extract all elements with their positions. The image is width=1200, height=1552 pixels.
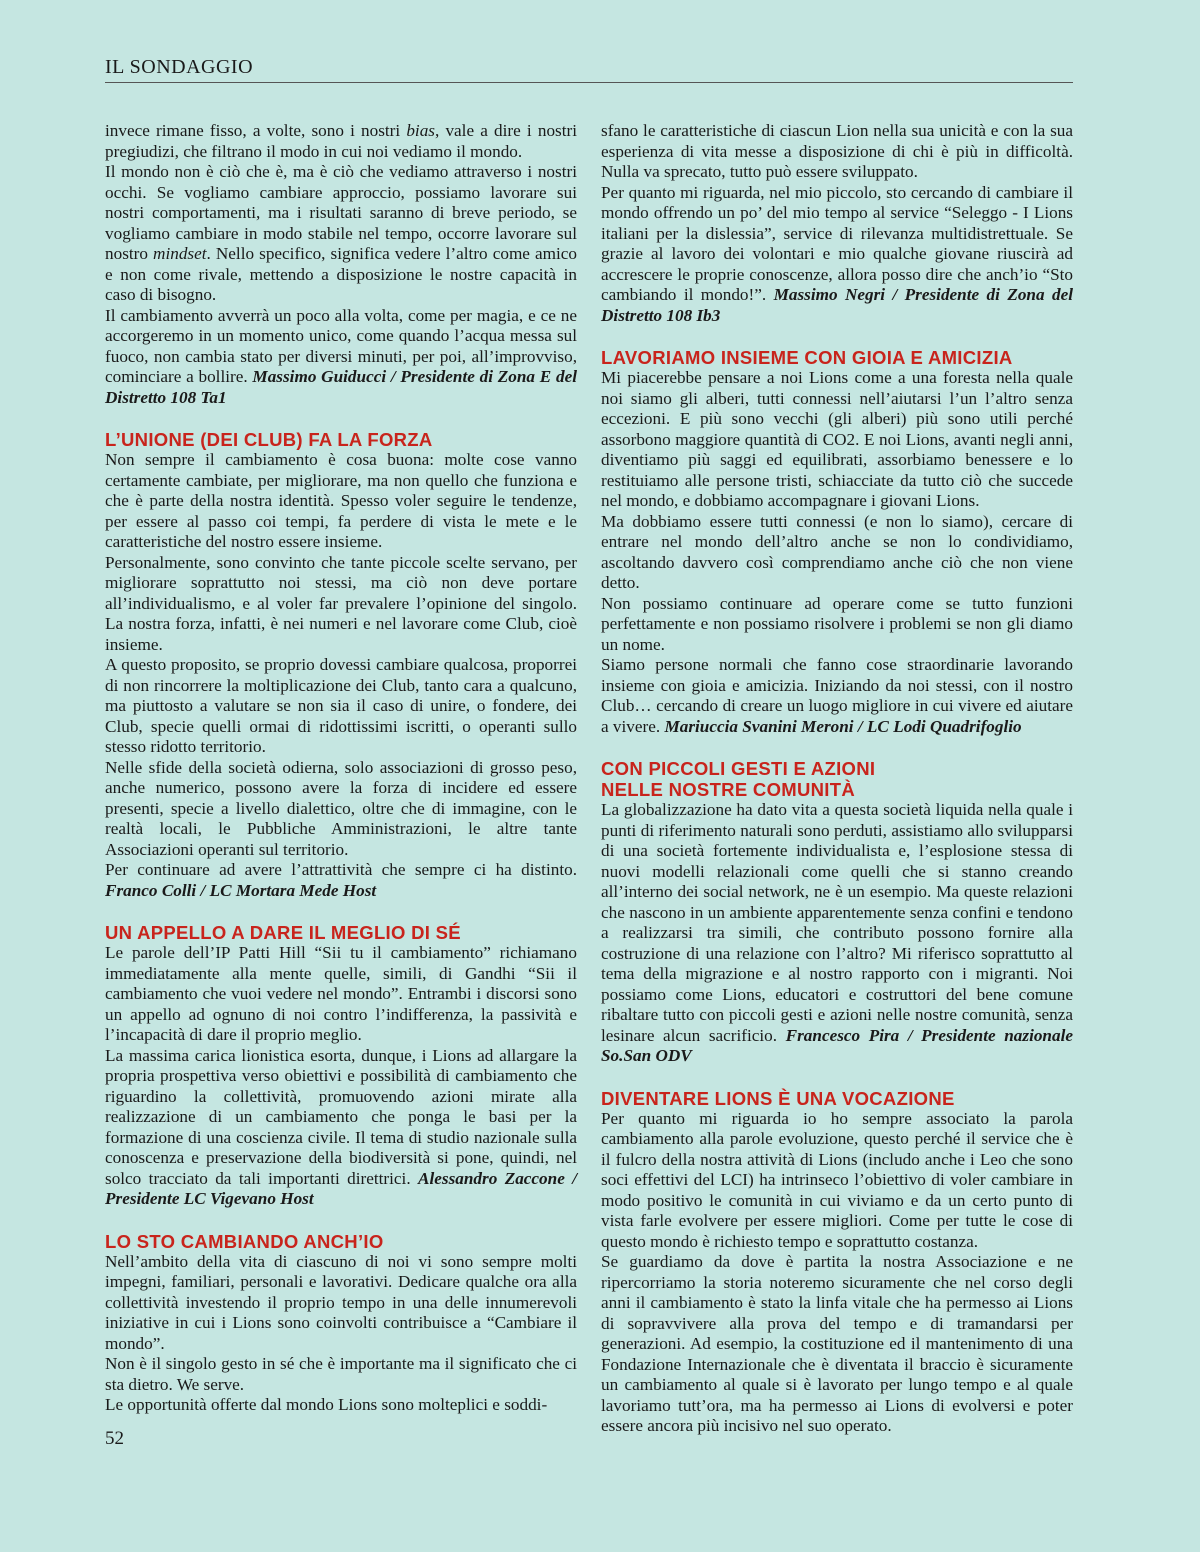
paragraph: Se guardiamo da dove è partita la nostra Associazione e ne ripercorriamo la storia noteremo sicuramente che nel corso degli anni il cambiamento è stato la linfa vitale che ha permesso ai Lions di sopravvivere alla prova del tempo e di tramandarsi per generazioni. Ad esempio, la costituzione ed il mantenimento di una Fondazione Internazionale che è diventata il braccio è sicuramente un cambiamento al quale si è lavorato per lungo tempo e al quale lavoriamo tutt’ora, ma ha permesso ai Lions di evolversi e poter essere ancora più incisivo nel suo operato. [601, 1252, 1073, 1435]
author-signature: Francesco Pira / Presidente nazionale So.San ODV [601, 1025, 1073, 1065]
header-rule [105, 82, 1073, 83]
paragraph: Per quanto mi riguarda, nel mio piccolo, sto cercando di cambiare il mondo offrendo un po’ del mio tempo al service “Seleggo - I Lions italiani per la dislessia”, service di rilevanza multidistrettuale. Se grazie al lavoro dei volontari e mio qualche giovane riuscirà ad accrescere le proprie conoscenze, allora posso dire che anch’io “Sto cambiando il mondo!”. Massimo Negri / Presidente di Zona del Distretto 108 Ib3 [601, 182, 1073, 325]
paragraph: La massima carica lionistica esorta, dunque, i Lions ad allargare la propria prospettiva verso obiettivi e possibilità di cambiamento che riguardino la collettività, promuovendo azioni mirate alla realizzazione di un cambiamento che ponga le basi per la formazione di una coscienza civile. Il tema di studio nazionale sulla conoscenza e preservazione della biodiversità si pone, quindi, nel solco tracciato da tali importanti direttrici. Alessandro Zaccone / Presidente LC Vigevano Host [105, 1045, 577, 1208]
paragraph: Personalmente, sono convinto che tante piccole scelte servano, per migliorare soprattutto noi stessi, ma ciò non deve portare all’individualismo, e al voler far prevalere l’opinione del singolo. La nostra forza, infatti, è nei numeri e nel lavorare come Club, cioè insieme. [105, 552, 577, 654]
paragraph: invece rimane fisso, a volte, sono i nostri bias, vale a dire i nostri pregiudizi, che filtrano il modo in cui noi vediamo il mondo. [105, 121, 577, 161]
page-number: 52 [105, 1428, 124, 1449]
paragraph: Non è il singolo gesto in sé che è importante ma il significato che ci sta dietro. We serve. [105, 1354, 577, 1394]
author-signature: Massimo Guiducci / Presidente di Zona E del Distretto 108 Ta1 [105, 367, 577, 407]
paragraph: sfano le caratteristiche di ciascun Lion nella sua unicità e con la sua esperienza di vita messe a disposizione di chi è più in difficoltà. Nulla va sprecato, tutto può essere sviluppato. [601, 121, 1073, 181]
paragraph: Il mondo non è ciò che è, ma è ciò che vediamo attraverso i nostri occhi. Se vogliamo cambiare approccio, possiamo lavorare sui nostri comportamenti, ma i risultati saranno di breve periodo, se vogliamo cambiare in modo stabile nel tempo, occorre lavorare sul nostro mindset. Nello specifico, significa vedere l’altro come amico e non come rivale, mettendo a disposizione le nostre capacità in caso di bisogno. [105, 162, 577, 304]
paragraph: Non sempre il cambiamento è cosa buona: molte cose vanno certamente cambiate, per migliorare, ma non quello che funziona e che è parte della nostra identità. Spesso voler seguire le tendenze, per essere al passo coi tempi, fa perdere di vista le mete e le caratteristiche del nostro essere insieme. [105, 450, 577, 551]
paragraph: Per continuare ad avere l’attrattività che sempre ci ha distinto. Franco Colli / LC Mortara Mede Host [105, 860, 577, 900]
paragraph: Il cambiamento avverrà un poco alla volta, come per magia, e ce ne accorgeremo in un momento unico, come quando l’acqua messa sul fuoco, non cambia stato per diversi minuti, per poi, all’improvviso, cominciare a bollire. Massimo Guiducci / Presidente di Zona E del Distretto 108 Ta1 [105, 305, 577, 407]
paragraph: Siamo persone normali che fanno cose straordinarie lavorando insieme con gioia e amicizia. Iniziando da noi stessi, con il nostro Club… cercando di creare un luogo migliore in cui vivere ed aiutare a vivere. Mariuccia Svanini Meroni / LC Lodi Quadrifoglio [601, 655, 1073, 736]
paragraph: Mi piacerebbe pensare a noi Lions come a una foresta nella quale noi siamo gli alberi, tutti connessi nell’aiutarsi l’un l’altro senza eccezioni. E più sono vecchi (gli alberi) più sono utili perché assorbono maggiore quantità di CO2. E noi Lions, avanti negli anni, diventiamo più saggi ed equilibrati, assorbiamo benessere e lo restituiamo alle persone tristi, schiacciate da tutto ciò che succede nel mondo, e dobbiamo accompagnare i giovani Lions. [601, 368, 1073, 510]
section-heading: CON PICCOLI GESTI E AZIONI NELLE NOSTRE COMUNITÀ [601, 758, 876, 800]
paragraph: Non possiamo continuare ad operare come se tutto funzioni perfettamente e non possiamo risolvere i problemi se non gli diamo un nome. [601, 593, 1073, 654]
section-heading: UN APPELLO A DARE IL MEGLIO DI SÉ [105, 922, 461, 943]
paragraph: La globalizzazione ha dato vita a questa società liquida nella quale i punti di riferimento naturali sono perduti, assistiamo allo svilupparsi di una società fortemente individualista e, l’esplosione stessa di nuovi modelli relazionali come quelli che si stanno creando all’interno dei social network, ne è un esempio. Ma queste relazioni che nascono in un ambiente apparentemente senza confini e tendono a realizzarsi tra simili, che contributo possono fornire alla costruzione di una relazione con l’altro? Mi riferisco soprattutto al tema della migrazione e al nostro rapporto con i migranti. Noi possiamo come Lions, educatori e costruttori del bene comune ribaltare tutto con piccoli gesti e azioni nelle nostre comunità, senza lesinare alcun sacrificio. Francesco Pira / Presidente nazionale So.San ODV [601, 800, 1073, 1065]
section-heading: LAVORIAMO INSIEME CON GIOIA E AMICIZIA [601, 347, 1013, 368]
paragraph: Ma dobbiamo essere tutti connessi (e non lo siamo), cercare di entrare nel mondo dell’altro anche se non lo condividiamo, ascoltando davvero così comprendiamo anche ciò che non viene detto. [601, 511, 1073, 592]
paragraph: Nell’ambito della vita di ciascuno di noi vi sono sempre molti impegni, familiari, personali e lavorativi. Dedicare qualche ora alla collettività investendo il proprio tempo in una delle innumerevoli iniziative in cui i Lions sono coinvolti contribuisce a “Cambiare il mondo”. [105, 1251, 577, 1353]
paragraph: Le parole dell’IP Patti Hill “Sii tu il cambiamento” richiamano immediatamente alla mente quelle, simili, di Gandhi “Sii il cambiamento che vuoi vedere nel mondo”. Entrambi i discorsi sono un appello ad ognuno di noi contro l’indifferenza, la passività e l’incapacità di dare il proprio meglio. [105, 943, 577, 1044]
section-heading: L’UNIONE (DEI CLUB) FA LA FORZA [105, 429, 433, 450]
author-signature: Franco Colli / LC Mortara Mede Host [105, 880, 377, 900]
author-signature: Massimo Negri / Presidente di Zona del Distretto 108 Ib3 [601, 285, 1073, 325]
author-signature: Mariuccia Svanini Meroni / LC Lodi Quadrifoglio [664, 716, 1022, 736]
section-header: IL SONDAGGIO [105, 56, 254, 78]
left-column [105, 121, 577, 1416]
author-signature: Alessandro Zaccone / Presidente LC Vigevano Host [105, 1168, 577, 1208]
paragraph: Le opportunità offerte dal mondo Lions sono molteplici e soddi- [105, 1395, 548, 1414]
right-column [601, 121, 1073, 1437]
paragraph: A questo proposito, se proprio dovessi cambiare qualcosa, proporrei di non rincorrere la moltiplicazione dei Club, tanto cara a qualcuno, ma piuttosto a valutare se non sia il caso di unire, o fondere, dei Club, specie quelli ormai di ridottissimi iscritti, o operanti sullo stesso ridotto territorio. [105, 655, 577, 756]
section-heading: LO STO CAMBIANDO ANCH’IO [105, 1230, 384, 1252]
section-heading: DIVENTARE LIONS È UNA VOCAZIONE [601, 1087, 955, 1109]
paragraph: Per quanto mi riguarda io ho sempre associato la parola cambiamento alla parole evoluzione, questo perché il service che è il fulcro della nostra attività di Lions (includo anche i Leo che sono soci effettivi del LCI) ha intrinseco l’obiettivo di voler cambiare in modo positivo le comunità in cui viviamo e da un certo punto di vista farle evolvere per essere migliori. Come per tutte le cose di questo mondo è richiesto tempo e soprattutto costanza. [601, 1108, 1073, 1251]
paragraph: Nelle sfide della società odierna, solo associazioni di grosso peso, anche numerico, possono avere la forza di incidere ed essere presenti, specie a livello dialettico, oltre che di immagine, con le realtà locali, le Pubbliche Amministrazioni, le altre tante Associazioni operanti sul territorio. [105, 757, 577, 859]
